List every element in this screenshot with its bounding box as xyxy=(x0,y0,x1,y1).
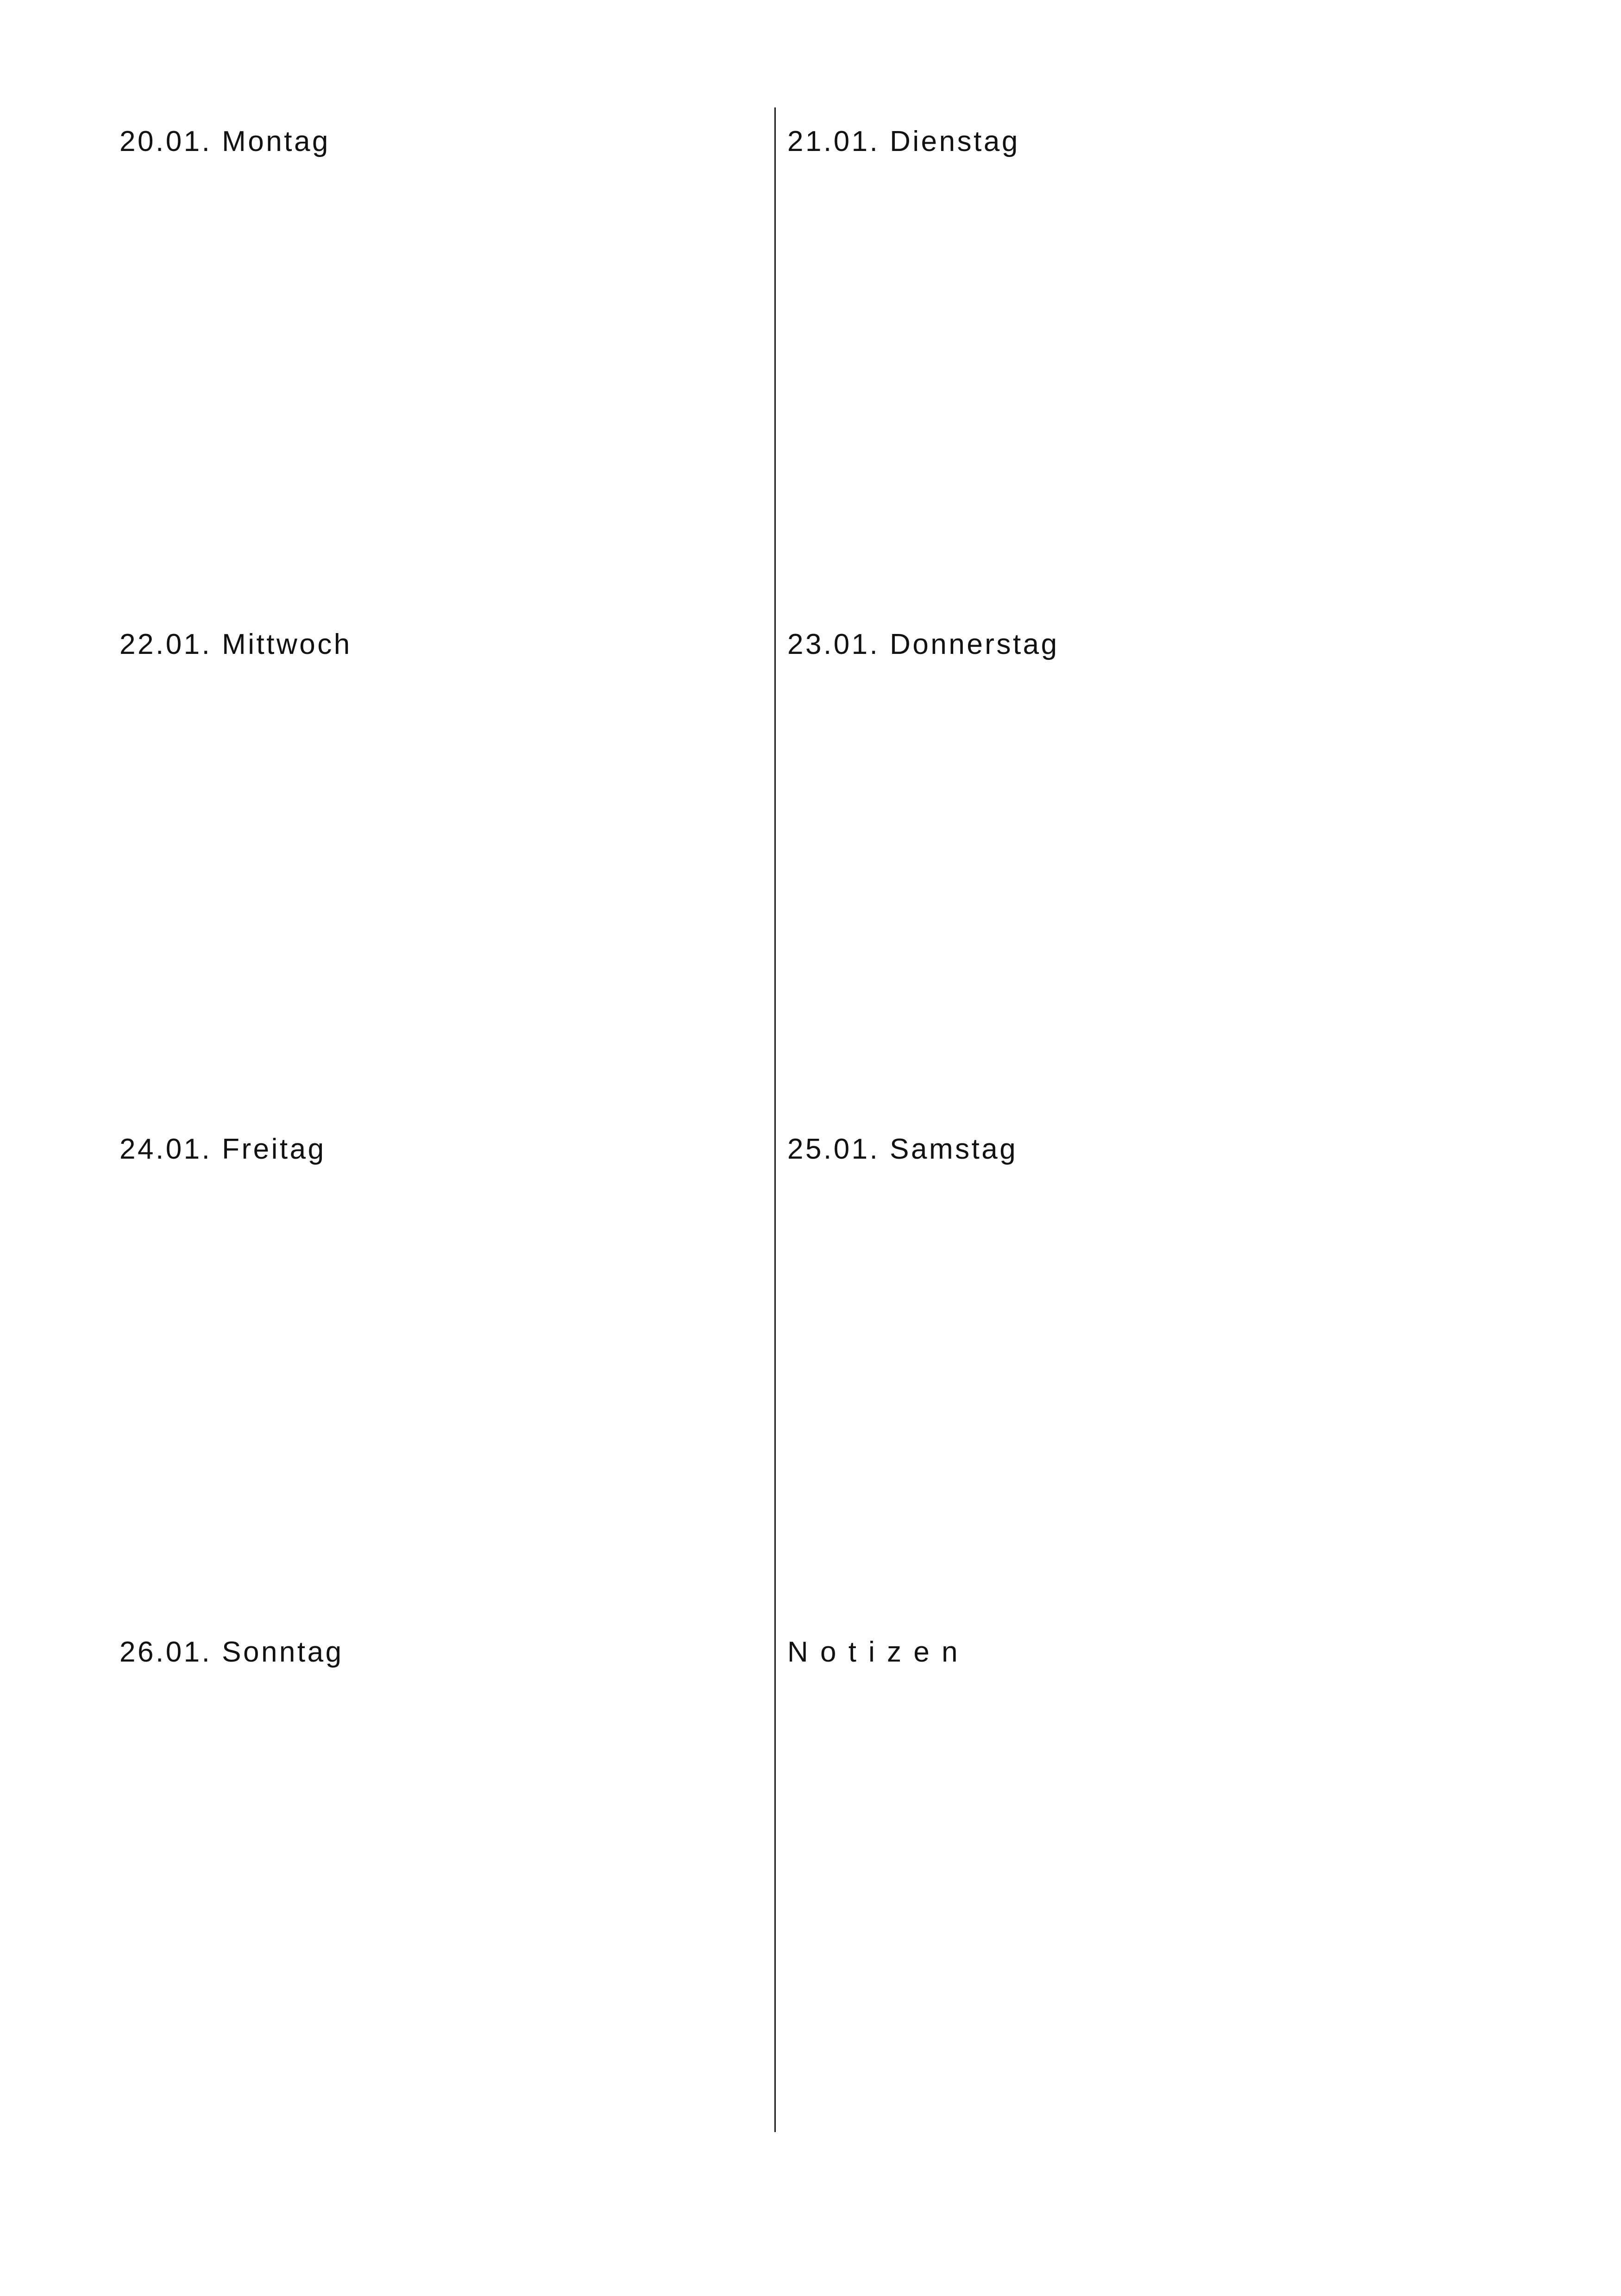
notes-writing-area[interactable] xyxy=(787,1668,1426,2113)
day-writing-area-thursday[interactable] xyxy=(787,660,1426,1105)
day-writing-area-friday[interactable] xyxy=(119,1165,759,1610)
day-cell-wednesday[interactable] xyxy=(119,629,759,1105)
day-writing-area-sunday[interactable] xyxy=(119,1668,759,2113)
day-cell-saturday[interactable] xyxy=(787,1134,1426,1610)
day-writing-area-tuesday[interactable] xyxy=(787,157,1426,602)
day-cell-friday[interactable] xyxy=(119,1134,759,1610)
day-label-monday: 20.01. Montag xyxy=(119,125,330,157)
day-writing-area-saturday[interactable] xyxy=(787,1165,1426,1610)
day-label-friday: 24.01. Freitag xyxy=(119,1133,326,1165)
day-cell-sunday[interactable] xyxy=(119,1637,759,2113)
day-label-thursday: 23.01. Donnerstag xyxy=(787,628,1059,660)
notes-label: N o t i z e n xyxy=(787,1636,960,1668)
day-writing-area-wednesday[interactable] xyxy=(119,660,759,1105)
notes-cell[interactable] xyxy=(787,1637,1426,2113)
day-cell-thursday[interactable] xyxy=(787,629,1426,1105)
day-label-wednesday: 22.01. Mittwoch xyxy=(119,628,352,660)
day-writing-area-monday[interactable] xyxy=(119,157,759,602)
day-cell-monday[interactable] xyxy=(119,126,759,602)
day-label-sunday: 26.01. Sonntag xyxy=(119,1636,344,1668)
day-label-tuesday: 21.01. Dienstag xyxy=(787,125,1020,157)
day-cell-tuesday[interactable] xyxy=(787,126,1426,602)
day-label-saturday: 25.01. Samstag xyxy=(787,1133,1018,1165)
